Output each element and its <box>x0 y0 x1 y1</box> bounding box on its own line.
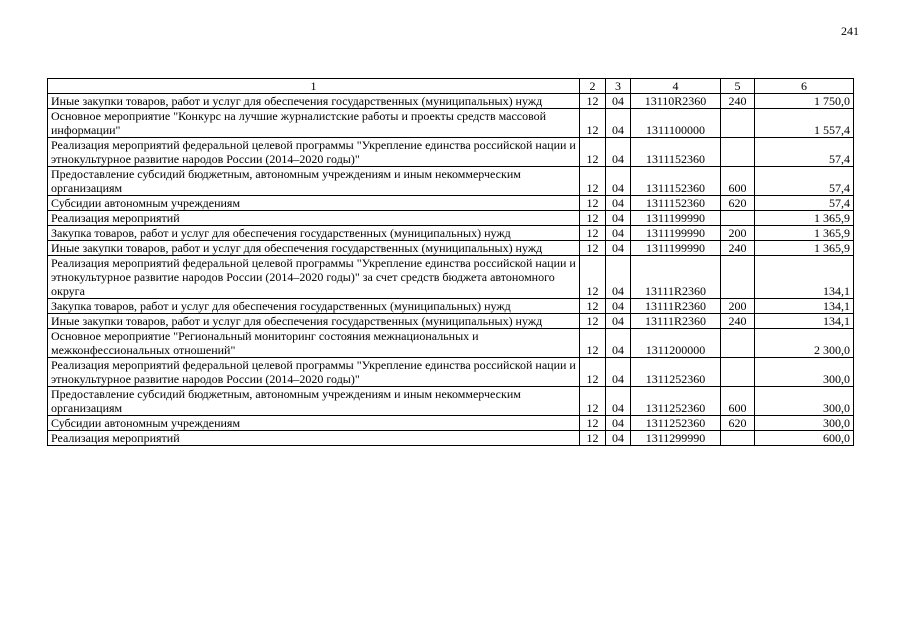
row-name: Предоставление субсидий бюджетным, автономным учреждениям и иным некоммерческим организациям <box>48 167 580 196</box>
row-expense-type: 200 <box>721 299 755 314</box>
row-name: Реализация мероприятий федеральной целевой программы "Укрепление единства российской нации и этнокультурное развитие народов России (2014–2020 годы)" <box>48 358 580 387</box>
row-expense-type <box>721 211 755 226</box>
budget-table <box>47 78 854 446</box>
row-amount: 1 750,0 <box>755 94 854 109</box>
row-amount: 1 557,4 <box>755 109 854 138</box>
row-name: Иные закупки товаров, работ и услуг для обеспечения государственных (муниципальных) нужд <box>48 94 580 109</box>
row-name: Субсидии автономным учреждениям <box>48 416 580 431</box>
row-amount: 57,4 <box>755 138 854 167</box>
row-name: Предоставление субсидий бюджетным, автономным учреждениям и иным некоммерческим организациям <box>48 387 580 416</box>
table-row <box>48 314 854 329</box>
row-subsection: 04 <box>606 387 631 416</box>
row-expense-type: 240 <box>721 94 755 109</box>
row-target-article: 1311299990 <box>631 431 721 446</box>
row-name: Основное мероприятие "Конкурс на лучшие журналистские работы и проекты средств массовой информации" <box>48 109 580 138</box>
row-section: 12 <box>580 138 606 167</box>
row-subsection: 04 <box>606 299 631 314</box>
row-subsection: 04 <box>606 314 631 329</box>
row-section: 12 <box>580 241 606 256</box>
row-subsection: 04 <box>606 138 631 167</box>
table-row <box>48 94 854 109</box>
row-amount: 134,1 <box>755 314 854 329</box>
row-amount: 1 365,9 <box>755 211 854 226</box>
table-row <box>48 241 854 256</box>
row-section: 12 <box>580 358 606 387</box>
row-expense-type <box>721 431 755 446</box>
row-expense-type <box>721 109 755 138</box>
row-name: Основное мероприятие "Региональный мониторинг состояния межнациональных и межконфессиональных отношений" <box>48 329 580 358</box>
row-amount: 300,0 <box>755 387 854 416</box>
row-name: Реализация мероприятий федеральной целевой программы "Укрепление единства российской нации и этнокультурное развитие народов России (2014–2020 годы)" <box>48 138 580 167</box>
table-row <box>48 299 854 314</box>
row-subsection: 04 <box>606 226 631 241</box>
row-section: 12 <box>580 94 606 109</box>
row-section: 12 <box>580 109 606 138</box>
row-expense-type: 600 <box>721 167 755 196</box>
row-target-article: 1311200000 <box>631 329 721 358</box>
table-row <box>48 196 854 211</box>
row-amount: 134,1 <box>755 256 854 299</box>
row-name: Закупка товаров, работ и услуг для обеспечения государственных (муниципальных) нужд <box>48 299 580 314</box>
row-expense-type: 240 <box>721 241 755 256</box>
row-expense-type: 620 <box>721 196 755 211</box>
row-name: Иные закупки товаров, работ и услуг для обеспечения государственных (муниципальных) нужд <box>48 314 580 329</box>
table-row <box>48 329 854 358</box>
row-target-article: 1311152360 <box>631 167 721 196</box>
row-target-article: 1311199990 <box>631 226 721 241</box>
table-row <box>48 387 854 416</box>
row-section: 12 <box>580 256 606 299</box>
header-cell: 3 <box>606 79 631 94</box>
row-target-article: 1311199990 <box>631 211 721 226</box>
row-section: 12 <box>580 196 606 211</box>
row-amount: 1 365,9 <box>755 226 854 241</box>
row-name: Иные закупки товаров, работ и услуг для обеспечения государственных (муниципальных) нужд <box>48 241 580 256</box>
header-cell: 4 <box>631 79 721 94</box>
row-subsection: 04 <box>606 167 631 196</box>
row-expense-type: 200 <box>721 226 755 241</box>
row-name: Реализация мероприятий <box>48 211 580 226</box>
row-amount: 2 300,0 <box>755 329 854 358</box>
row-target-article: 13110R2360 <box>631 94 721 109</box>
row-subsection: 04 <box>606 256 631 299</box>
row-name: Закупка товаров, работ и услуг для обеспечения государственных (муниципальных) нужд <box>48 226 580 241</box>
row-target-article: 1311252360 <box>631 358 721 387</box>
table-body <box>48 94 854 446</box>
row-target-article: 1311100000 <box>631 109 721 138</box>
table-row <box>48 358 854 387</box>
row-amount: 134,1 <box>755 299 854 314</box>
table-row <box>48 109 854 138</box>
table-row <box>48 211 854 226</box>
row-expense-type <box>721 358 755 387</box>
row-subsection: 04 <box>606 211 631 226</box>
header-row <box>48 79 854 94</box>
row-target-article: 1311152360 <box>631 196 721 211</box>
row-subsection: 04 <box>606 109 631 138</box>
row-section: 12 <box>580 226 606 241</box>
row-subsection: 04 <box>606 329 631 358</box>
row-name: Субсидии автономным учреждениям <box>48 196 580 211</box>
table-row <box>48 256 854 299</box>
row-section: 12 <box>580 167 606 196</box>
table-row <box>48 431 854 446</box>
row-amount: 300,0 <box>755 358 854 387</box>
table-row <box>48 226 854 241</box>
table-row <box>48 138 854 167</box>
header-cell: 6 <box>755 79 854 94</box>
row-amount: 600,0 <box>755 431 854 446</box>
row-amount: 57,4 <box>755 167 854 196</box>
row-section: 12 <box>580 211 606 226</box>
table-row <box>48 416 854 431</box>
row-section: 12 <box>580 387 606 416</box>
row-target-article: 13111R2360 <box>631 299 721 314</box>
row-target-article: 1311252360 <box>631 416 721 431</box>
row-expense-type <box>721 138 755 167</box>
row-subsection: 04 <box>606 196 631 211</box>
row-subsection: 04 <box>606 94 631 109</box>
row-target-article: 13111R2360 <box>631 314 721 329</box>
row-expense-type: 240 <box>721 314 755 329</box>
row-target-article: 1311252360 <box>631 387 721 416</box>
row-section: 12 <box>580 416 606 431</box>
row-amount: 57,4 <box>755 196 854 211</box>
header-cell: 1 <box>48 79 580 94</box>
header-cell: 5 <box>721 79 755 94</box>
header-cell: 2 <box>580 79 606 94</box>
row-expense-type <box>721 256 755 299</box>
row-expense-type: 620 <box>721 416 755 431</box>
table-row <box>48 167 854 196</box>
row-expense-type: 600 <box>721 387 755 416</box>
page-number: 241 <box>841 24 859 38</box>
row-name: Реализация мероприятий федеральной целевой программы "Укрепление единства российской нации и этнокультурное развитие народов России (2014–2020 годы)" за счет средств бюджета автономного округа <box>48 256 580 299</box>
row-amount: 300,0 <box>755 416 854 431</box>
row-subsection: 04 <box>606 241 631 256</box>
row-target-article: 13111R2360 <box>631 256 721 299</box>
row-subsection: 04 <box>606 358 631 387</box>
row-expense-type <box>721 329 755 358</box>
row-target-article: 1311199990 <box>631 241 721 256</box>
row-subsection: 04 <box>606 431 631 446</box>
row-section: 12 <box>580 329 606 358</box>
row-section: 12 <box>580 431 606 446</box>
row-subsection: 04 <box>606 416 631 431</box>
row-section: 12 <box>580 314 606 329</box>
row-target-article: 1311152360 <box>631 138 721 167</box>
row-section: 12 <box>580 299 606 314</box>
row-amount: 1 365,9 <box>755 241 854 256</box>
row-name: Реализация мероприятий <box>48 431 580 446</box>
